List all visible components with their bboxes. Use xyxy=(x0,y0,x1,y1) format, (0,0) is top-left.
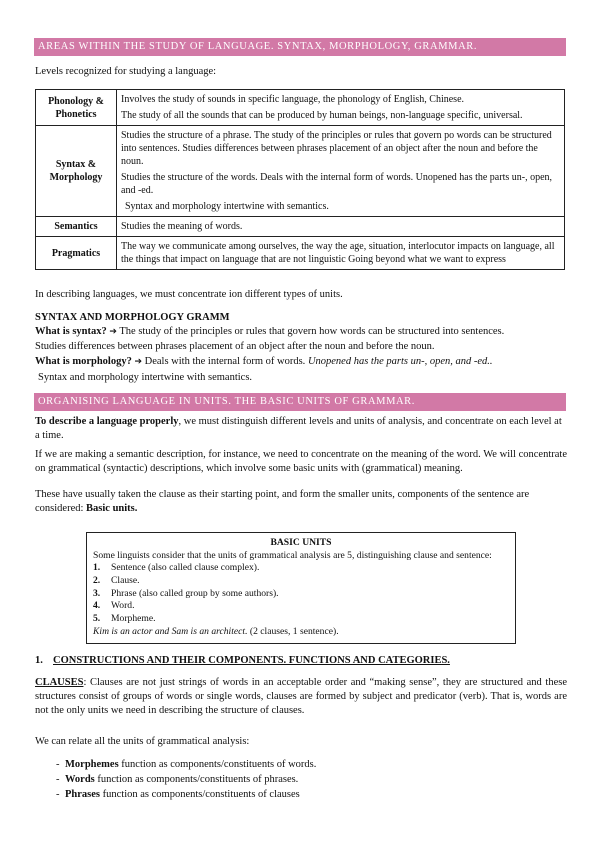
list-item-dash: - xyxy=(56,774,60,785)
relation-text: function as components/constituents of words. xyxy=(118,759,317,770)
table-cell-line: Studies the meaning of words. xyxy=(121,221,243,232)
list-item-text: Morpheme. xyxy=(111,612,156,624)
list-item xyxy=(93,562,509,575)
basic-units-intro: Some linguists consider that the units of grammatical analysis are 5, distinguishing clause and sentence: xyxy=(93,549,492,561)
morphology-question-label: What is morphology? xyxy=(35,356,132,367)
relation-unit: Morphemes xyxy=(65,759,119,770)
list-item-text: Word. xyxy=(111,600,135,612)
example-sentence: Kim is an actor and Sam is an architect. xyxy=(93,625,248,637)
section-banner-areas: AREAS WITHIN THE STUDY OF LANGUAGE. SYNTAX, MORPHOLOGY, GRAMMAR. xyxy=(34,38,566,56)
constructions-heading-text: CONSTRUCTIONS AND THEIR COMPONENTS. FUNCTIONS AND CATEGORIES. xyxy=(53,655,450,666)
paragraph-semantic: If we are making a semantic description, for instance, we need to concentrate on the meaning of the word. We will concentrate on grammatical (syntactic) descriptions, which involve some basic units with (grammatical) meaning. xyxy=(35,449,567,475)
paragraph-clause-bold: Basic units. xyxy=(86,503,138,515)
levels-intro: Levels recognized for studying a language: xyxy=(35,66,217,77)
relations-list xyxy=(35,758,567,803)
list-item xyxy=(93,588,509,601)
paragraph-describe-rest: , we must distinguish different levels and units of analysis, and concentrate on each level at a time. xyxy=(35,416,562,442)
table-row-content xyxy=(117,237,565,270)
list-item xyxy=(93,575,509,588)
section-banner-units: ORGANISING LANGUAGE IN UNITS. THE BASIC UNITS OF GRAMMAR. xyxy=(34,393,566,411)
basic-units-list xyxy=(93,562,509,625)
clauses-label: CLAUSES xyxy=(35,677,84,688)
table-row-head: Syntax & Morphology xyxy=(36,126,117,217)
table-row-head: Semantics xyxy=(36,217,117,237)
list-item-number: 3. xyxy=(93,587,101,599)
table-cell-line: Involves the study of sounds in specific language, the phonology of English, Chinese. xyxy=(121,94,465,105)
constructions-heading-number: 1. xyxy=(35,655,43,666)
list-item xyxy=(35,758,567,773)
list-item-text: Clause. xyxy=(111,574,140,586)
morphology-example: Unopened has the parts un-, open, and -ed.. xyxy=(307,356,493,367)
table-cell-line: Syntax and morphology intertwine with semantics. xyxy=(125,201,329,212)
table-row-content xyxy=(117,217,565,237)
morphology-answer: Deals with the internal form of words. xyxy=(144,356,306,367)
describing-text: In describing languages, we must concentrate ion different types of units. xyxy=(35,289,343,300)
relation-unit: Phrases xyxy=(65,789,100,800)
list-item-dash: - xyxy=(56,759,60,770)
relate-intro: We can relate all the units of grammatical analysis: xyxy=(35,736,250,747)
table-row-content xyxy=(117,126,565,217)
example-note: (2 clauses, 1 sentence). xyxy=(247,625,339,637)
paragraph-describe-bold: To describe a language properly xyxy=(35,416,179,427)
paragraph-clause xyxy=(35,488,567,516)
syntax-question xyxy=(35,325,575,339)
table-cell-line: Studies the structure of the words. Deals with the internal form of words. Unopened has the parts un-, open, and -ed. xyxy=(121,172,553,196)
syntax-answer: The study of the principles or rules that govern how words can be structured into sentences. xyxy=(119,326,505,337)
table-row-content xyxy=(117,90,565,126)
paragraph-clause-text: These have usually taken the clause as their starting point, and form the smaller units, components of the sentence are considered: xyxy=(35,489,530,515)
table-cell-line: Studies the structure of a phrase. The study of the principles or rules that govern po words can be structured into sentences. Studies differences between phrases placement of an object after the noun and before the noun. xyxy=(121,130,552,167)
table-row-head: Pragmatics xyxy=(36,237,117,270)
list-item xyxy=(35,788,567,803)
table-cell-line: The way we communicate among ourselves, the way the age, situation, interlocutor impacts on language, all the things that impact on language that are not linguistic Going beyond what we want to express xyxy=(121,241,555,265)
morphology-question xyxy=(35,355,575,369)
clauses-paragraph xyxy=(35,676,567,719)
intertwine-note: Syntax and morphology intertwine with semantics. xyxy=(38,372,253,383)
relation-unit: Words xyxy=(65,774,95,785)
list-item-dash: - xyxy=(56,789,60,800)
arrow-right-icon: ➔ xyxy=(134,357,143,367)
constructions-heading xyxy=(35,654,450,668)
list-item xyxy=(93,613,509,626)
list-item-text: Phrase (also called group by some authors). xyxy=(111,587,279,599)
relation-text: function as components/constituents of phrases. xyxy=(94,774,299,785)
list-item-number: 5. xyxy=(93,612,101,624)
table-row xyxy=(36,126,565,217)
table-row xyxy=(36,217,565,237)
table-row xyxy=(36,237,565,270)
table-cell-line: The study of all the sounds that can be produced by human beings, non-language specific, universal. xyxy=(121,110,523,121)
basic-units-box xyxy=(86,532,516,644)
syntax-answer-extra: Studies differences between phrases placement of an object after the noun and before the noun. xyxy=(35,341,435,352)
list-item-number: 1. xyxy=(93,562,101,574)
list-item-text: Sentence (also called clause complex). xyxy=(111,562,260,574)
basic-units-title: BASIC UNITS xyxy=(270,537,332,548)
arrow-right-icon: ➔ xyxy=(109,327,117,337)
list-item-number: 4. xyxy=(93,600,101,612)
levels-table xyxy=(35,89,565,270)
list-item-number: 2. xyxy=(93,574,101,586)
paragraph-describe xyxy=(35,415,567,443)
list-item xyxy=(35,773,567,788)
list-item xyxy=(93,600,509,613)
relation-text: function as components/constituents of clauses xyxy=(100,789,300,800)
syntax-morphology-heading: SYNTAX AND MORPHOLOGY GRAMM xyxy=(35,312,230,323)
clauses-text: : Clauses are not just strings of words in an acceptable order and “making sense”, they are structured and these structures consist of groups of words or single words, clauses are formed by subject and predicator (verb). That is, words are not the only units we need in describing the structure of clauses. xyxy=(35,677,567,717)
table-row-head: Phonology & Phonetics xyxy=(36,90,117,126)
basic-units-example xyxy=(93,626,509,639)
table-row xyxy=(36,90,565,126)
syntax-question-label: What is syntax? xyxy=(35,326,107,337)
